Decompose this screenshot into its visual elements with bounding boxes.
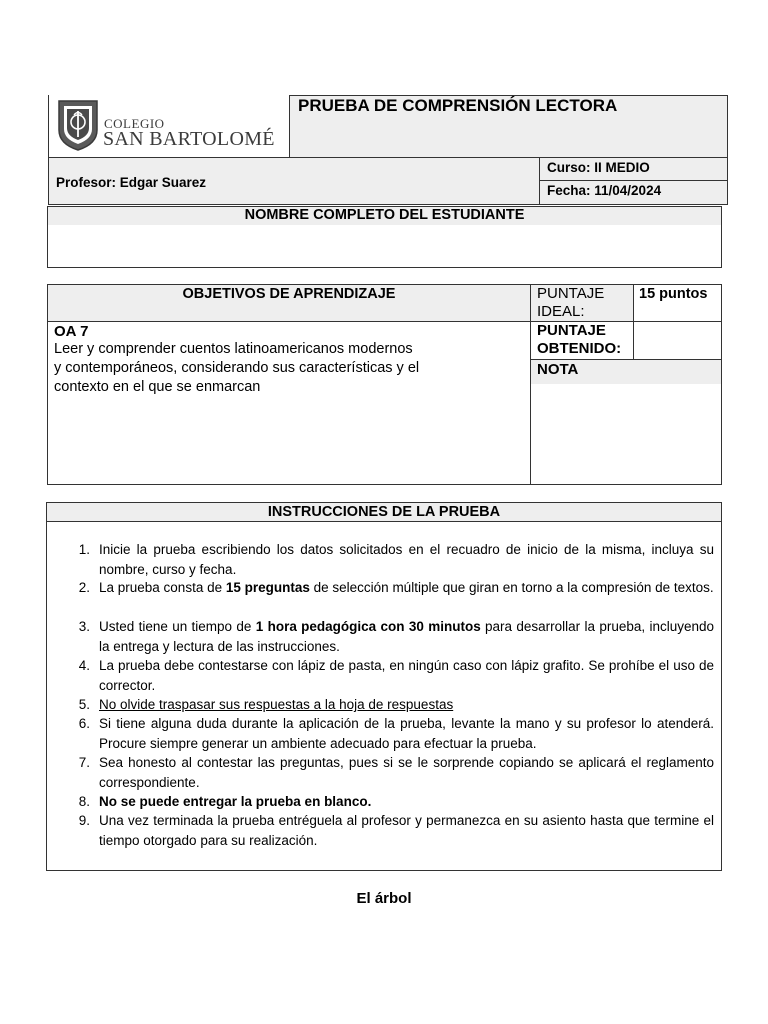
instruction-text-part: No se puede entregar la prueba en blanco. — [99, 794, 372, 809]
date-label: Fecha: 11/04/2024 — [547, 183, 662, 198]
grade-field[interactable] — [530, 384, 722, 485]
student-name-heading: NOMBRE COMPLETO DEL ESTUDIANTE — [244, 207, 525, 223]
instruction-text — [99, 695, 714, 715]
objective-text-line: contexto en el que se enmarcan — [54, 379, 261, 395]
obtained-score-field[interactable] — [633, 321, 722, 360]
instructions-heading: INSTRUCCIONES DE LA PRUEBA — [267, 504, 501, 520]
page-title: PRUEBA DE COMPRENSIÓN LECTORA — [298, 96, 618, 115]
instruction-text — [99, 578, 714, 598]
instruction-text-part: para desarrollar la prueba, incluyendo la entrega y lectura de las instrucciones. — [99, 619, 714, 654]
instruction-text — [99, 617, 714, 656]
instruction-number: 9. — [78, 813, 90, 828]
objective-text-line: Leer y comprender cuentos latinoamericanos modernos — [54, 341, 413, 357]
instruction-number: 2. — [78, 580, 90, 595]
obtained-score-label: OBTENIDO: — [537, 340, 622, 357]
instruction-text-part: 1 hora pedagógica con 30 minutos — [255, 619, 481, 634]
instruction-text — [99, 714, 714, 753]
school-crest-icon — [56, 98, 100, 152]
instruction-number: 5. — [78, 697, 90, 712]
ideal-score-label: PUNTAJE — [537, 285, 605, 302]
course-label: Curso: II MEDIO — [547, 160, 650, 175]
instruction-number: 4. — [78, 658, 90, 673]
ideal-score-value: 15 puntos — [639, 286, 708, 302]
logo-text-colegio: COLEGIO — [104, 116, 165, 131]
instruction-number: 1. — [78, 542, 90, 557]
student-name-field[interactable] — [47, 225, 722, 268]
instruction-number: 8. — [78, 794, 90, 809]
grade-label: NOTA — [537, 361, 579, 378]
instruction-text-part: 15 preguntas — [225, 580, 310, 595]
instruction-text — [99, 656, 714, 695]
objective-code: OA 7 — [54, 323, 89, 340]
objectives-heading: OBJETIVOS DE APRENDIZAJE — [182, 286, 396, 302]
instruction-number: 3. — [78, 619, 90, 634]
instruction-text-part: Si tiene alguna duda durante la aplicación de la prueba, levante la mano y su profesor lo atenderá. Procure siempre generar un ambiente adecuado para efectuar la prueba. — [99, 716, 714, 751]
reading-title: El árbol — [356, 890, 412, 907]
instruction-text-part: Usted tiene un tiempo de — [99, 619, 256, 634]
instruction-text — [99, 753, 714, 792]
obtained-score-label: PUNTAJE — [537, 322, 606, 339]
instruction-number: 6. — [78, 716, 90, 731]
instruction-text — [99, 811, 714, 850]
instruction-text-part: Sea honesto al contestar las preguntas, pues si se le sorprende copiando se aplicará el reglamento correspondiente. — [99, 755, 714, 790]
instruction-text-part: La prueba consta de — [99, 580, 226, 595]
logo-text-school-name: SAN BARTOLOMÉ — [103, 128, 275, 150]
instruction-text-part: No olvide traspasar sus respuestas a la hoja de respuestas — [99, 697, 454, 712]
instruction-text — [99, 792, 714, 812]
ideal-score-label: IDEAL: — [537, 303, 585, 320]
instruction-text — [99, 540, 714, 579]
instruction-text-part: Inicie la prueba escribiendo los datos solicitados en el recuadro de inicio de la misma, incluya su nombre, curso y fecha. — [99, 542, 714, 577]
teacher-name: Profesor: Edgar Suarez — [56, 175, 207, 190]
instruction-number: 7. — [78, 755, 90, 770]
instruction-text-part: de selección múltiple que giran en torno a la compresión de textos. — [309, 580, 714, 595]
objective-text-line: y contemporáneos, considerando sus características y el — [54, 360, 420, 376]
instruction-text-part: La prueba debe contestarse con lápiz de pasta, en ningún caso con lápiz grafito. Se prohíbe el uso de corrector. — [99, 658, 714, 693]
instruction-text-part: Una vez terminada la prueba entréguela al profesor y permanezca en su asiento hasta que termine el tiempo otorgado para su realización. — [99, 813, 714, 848]
